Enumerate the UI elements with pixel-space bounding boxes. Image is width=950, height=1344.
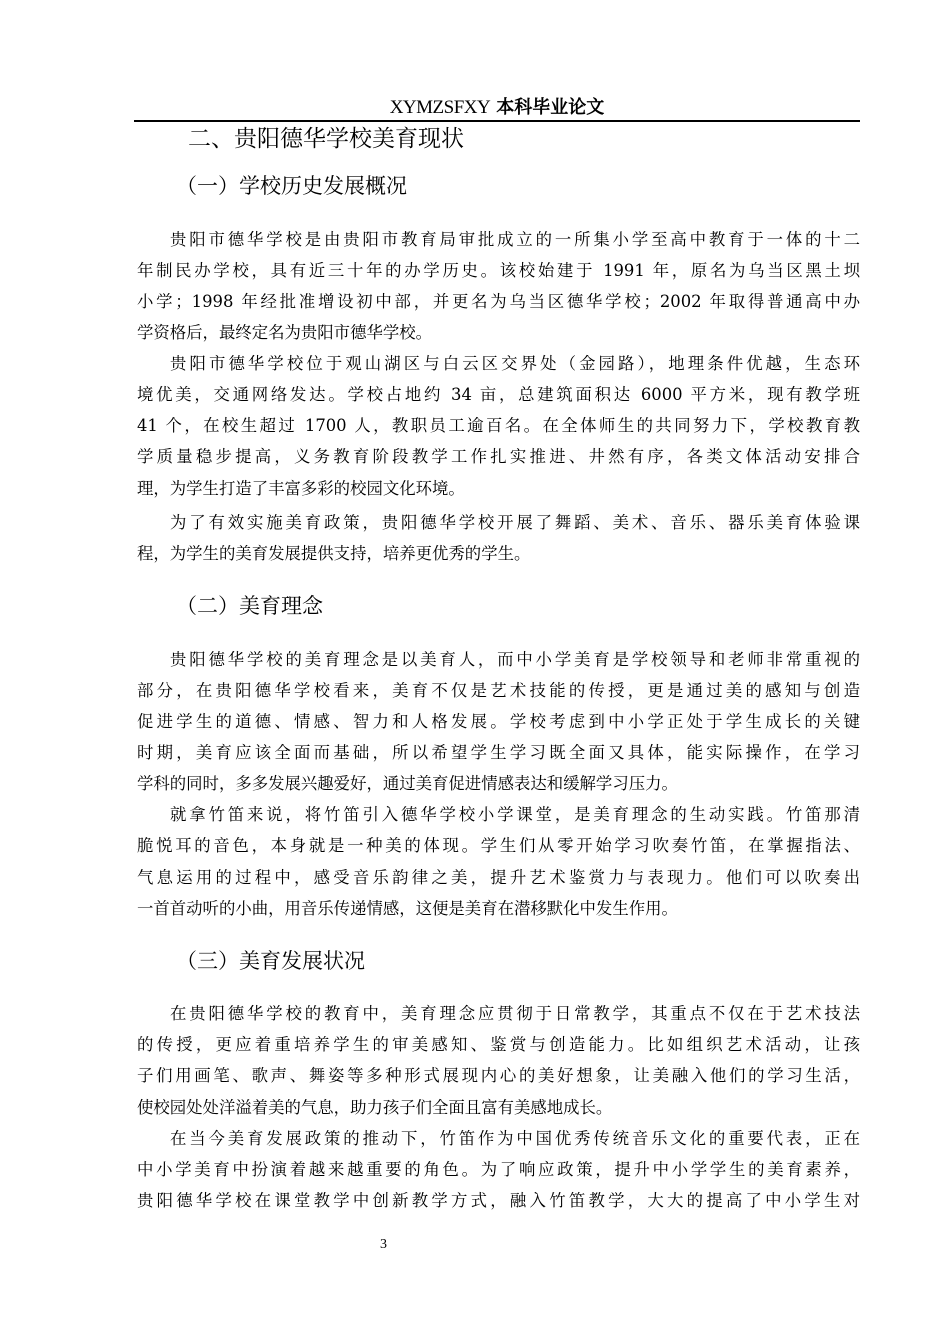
paragraph-line: 气息运用的过程中，感受音乐韵律之美，提升艺术鉴赏力与表现力。他们可以吹奏出	[137, 868, 860, 887]
chapter-title: 二、贵阳德华学校美育现状	[188, 126, 464, 152]
paragraph-line: 在贵阳德华学校的教育中，美育理念应贯彻于日常教学，其重点不仅在于艺术技法	[170, 1004, 860, 1023]
paragraph-line: 的传授，更应着重培养学生的审美感知、鉴赏与创造能力。比如组织艺术活动，让孩	[137, 1035, 860, 1054]
paragraph-line: 促进学生的道德、情感、智力和人格发展。学校考虑到中小学正处于学生成长的关键	[137, 712, 860, 731]
paragraph-line: 程，为学生的美育发展提供支持，培养更优秀的学生。	[137, 544, 531, 563]
page-number: 3	[380, 1237, 387, 1252]
paragraph-line: 在当今美育发展政策的推动下，竹笛作为中国优秀传统音乐文化的重要代表，正在	[170, 1129, 860, 1148]
section-title: （一）学校历史发展概况	[176, 174, 407, 198]
section-title: （三）美育发展状况	[176, 949, 365, 973]
paragraph-line: 为了有效实施美育政策，贵阳德华学校开展了舞蹈、美术、音乐、器乐美育体验课	[170, 513, 860, 532]
running-header	[134, 94, 860, 120]
paragraph-line: 中小学美育中扮演着越来越重要的角色。为了响应政策，提升中小学学生的美育素养，	[137, 1160, 860, 1179]
section-title: （二）美育理念	[176, 594, 323, 618]
paragraph-line: 一首首动听的小曲，用音乐传递情感，这便是美育在潜移默化中发生作用。	[137, 899, 678, 918]
paragraph-line: 贵阳德华学校在课堂教学中创新教学方式，融入竹笛教学，大大的提高了中小学生对	[137, 1191, 860, 1210]
paragraph-line: 境优美，交通网络发达。学校占地约 34 亩，总建筑面积达 6000 平方米，现有教学班	[137, 385, 860, 404]
paragraph-line: 就拿竹笛来说，将竹笛引入德华学校小学课堂，是美育理念的生动实践。竹笛那清	[170, 805, 860, 824]
paragraph-line: 时期，美育应该全面而基础，所以希望学生学习既全面又具体，能实际操作，在学习	[137, 743, 860, 762]
paragraph-line: 贵阳市德华学校位于观山湖区与白云区交界处（金园路），地理条件优越，生态环	[170, 354, 860, 373]
paragraph-line: 学科的同时，多多发展兴趣爱好，通过美育促进情感表达和缓解学习压力。	[137, 774, 678, 793]
paragraph-line: 理，为学生打造了丰富多彩的校园文化环境。	[137, 479, 465, 498]
paragraph-line: 学质量稳步提高，义务教育阶段教学工作扎实推进、井然有序，各类文体活动安排合	[137, 447, 860, 466]
header-latin: XYMZSFXY	[389, 97, 491, 118]
paragraph-line: 贵阳市德华学校是由贵阳市教育局审批成立的一所集小学至高中教育于一体的十二	[170, 230, 860, 249]
paragraph-line: 子们用画笔、歌声、舞姿等多种形式展现内心的美好想象，让美融入他们的学习生活，	[137, 1066, 860, 1085]
header-title: 本科毕业论文	[496, 97, 605, 118]
paragraph-line: 41 个，在校生超过 1700 人，教职员工逾百名。在全体师生的共同努力下，学校教育教	[137, 416, 860, 435]
paragraph-line: 小学；1998 年经批准增设初中部，并更名为乌当区德华学校；2002 年取得普通高中办	[137, 292, 860, 311]
paragraph-line: 年制民办学校，具有近三十年的办学历史。该校始建于 1991 年，原名为乌当区黑土坝	[137, 261, 860, 280]
paragraph-line: 学资格后，最终定名为贵阳市德华学校。	[137, 323, 433, 342]
paragraph-line: 贵阳德华学校的美育理念是以美育人，而中小学美育是学校领导和老师非常重视的	[170, 650, 860, 669]
paragraph-line: 部分，在贵阳德华学校看来，美育不仅是艺术技能的传授，更是通过美的感知与创造	[137, 681, 860, 700]
paragraph-line: 脆悦耳的音色，本身就是一种美的体现。学生们从零开始学习吹奏竹笛，在掌握指法、	[137, 836, 860, 855]
paragraph-line: 使校园处处洋溢着美的气息，助力孩子们全面且富有美感地成长。	[137, 1098, 613, 1117]
